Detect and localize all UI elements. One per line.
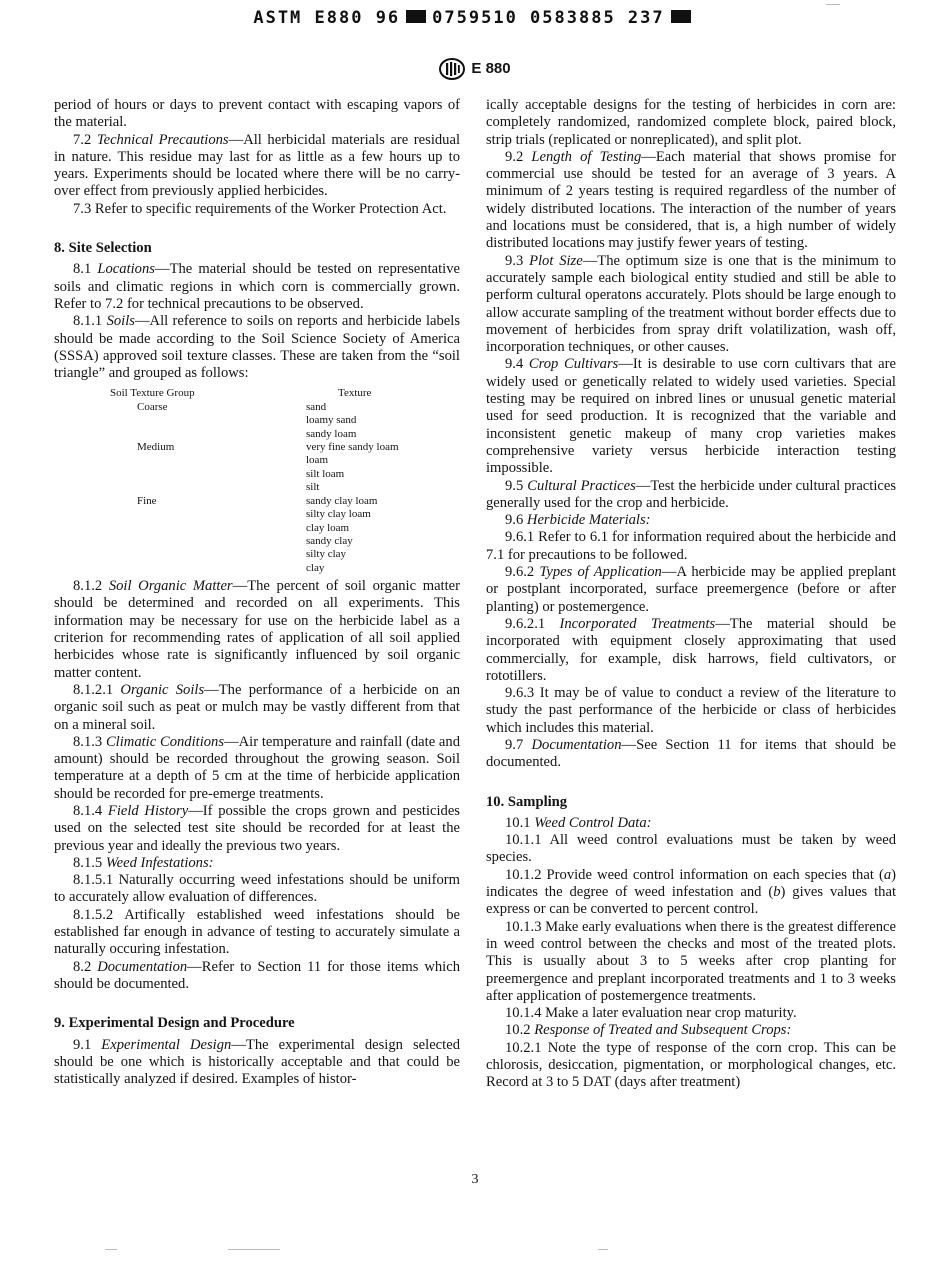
- paragraph-10-1-3: 10.1.3 Make early evaluations when there is the greatest difference in weed control between the checks and most of the treated plots. This is usually about 3 to 5 weeks after crop planting for preemergence and preplant incorporated treatments and 1 to 3 weeks after application of postemergence treatments.: [486, 918, 896, 1004]
- table-row: Medium very fine sandy loam loam silt loam silt: [137, 441, 399, 494]
- table-row: Coarse sand loamy sand sandy loam: [137, 400, 357, 440]
- paragraph-8-1-1: 8.1.1 Soils—All reference to soils on reports and herbicide labels should be made according to the Soil Science Society of America (SSSA) approved soil texture classes. These are taken from the “soil triangle” and grouped as follows:: [54, 313, 460, 382]
- paragraph-9-3: 9.3 Plot Size—The optimum size is one that is the minimum to accurately sample each biological entity studied and still be able to perform cultural operatons accurately. Plots should be large enough to allow accurate sampling of the treatment without border effects due to movement of herbicides from spray drift volatilization, wash off, incorporation techniques, or other causes.: [486, 252, 896, 356]
- header-code-right: 0759510 0583885 237: [432, 8, 665, 28]
- table-header-texture: Texture: [338, 387, 372, 400]
- paragraph-10-1: 10.1 Weed Control Data:: [505, 814, 652, 831]
- paragraph-7-2: 7.2 Technical Precautions—All herbicidal materials are residual in nature. This residue may last for as little as a few hours up to years. Experiments should be located where there will be no carry-over effect from previously applied herbicides.: [54, 131, 460, 200]
- scan-artifact: [598, 1249, 608, 1250]
- paragraph-continuation: period of hours or days to prevent contact with escaping vapors of the material.: [54, 97, 460, 131]
- paragraph-8-1-5-2: 8.1.5.2 Artifically established weed infestations should be established far enough in advance of testing to accurately simulate a naturally occuring infestation.: [54, 906, 460, 958]
- paragraph-8-1-5: 8.1.5 Weed Infestations:: [73, 854, 214, 871]
- left-column: [54, 97, 460, 1088]
- astm-logo-icon: [439, 58, 465, 80]
- paragraph-9-1: 9.1 Experimental Design—The experimental design selected should be one which is historically acceptable and that could be statistically analyzed if desired. Examples of histor-: [54, 1036, 460, 1088]
- paragraph-9-1-continuation: ically acceptable designs for the testing of herbicides in corn are: completely randomized, randomized complete block, paired block, strip trials (replicated or nonreplicated), and split plot.: [486, 97, 896, 148]
- paragraph-8-1: 8.1 Locations—The material should be tested on representative soils and climatic regions in which corn is commercially grown. Refer to 7.2 for technical precautions to be observed.: [54, 261, 460, 312]
- paragraph-9-7: 9.7 Documentation—See Section 11 for items that should be documented.: [486, 736, 896, 771]
- paragraph-7-2-title: Technical Precautions: [96, 131, 229, 148]
- paragraph-10-2: 10.2 Response of Treated and Subsequent Crops:: [505, 1022, 792, 1039]
- scan-artifact: [826, 4, 840, 5]
- paragraph-8-1-2: 8.1.2 Soil Organic Matter—The percent of soil organic matter should be determined and recorded on all experiments. This information may be necessary for use on the herbicide label as a criterion for recommending rates of application of all soil applied herbicides whose rate is significantly influenced by soil organic matter content.: [54, 578, 460, 681]
- paragraph-9-6-2: 9.6.2 Types of Application—A herbicide may be applied preplant or postplant incorporated, surface preemergence (before or after planting) or postemergence.: [486, 564, 896, 615]
- paragraph-9-6: 9.6 Herbicide Materials:: [505, 512, 651, 529]
- paragraph-10-1-4: 10.1.4 Make a later evaluation near crop maturity.: [505, 1005, 797, 1022]
- paragraph-10-1-1: 10.1.1 All weed control evaluations must be taken by weed species.: [486, 832, 896, 866]
- paragraph-9-6-2-1: 9.6.2.1 Incorporated Treatments—The material should be incorporated with equipment closely approximating that used commercially, for example, disk harrows, field cultivators, or rototillers.: [486, 615, 897, 684]
- paragraph-7-3: 7.3 Refer to specific requirements of the Worker Protection Act.: [73, 200, 447, 217]
- scan-artifact: [105, 1249, 117, 1250]
- paragraph-9-6-3: 9.6.3 It may be of value to conduct a review of the literature to study the past performance of the herbicide or class of herbicides which includes this material.: [486, 685, 896, 736]
- designation-header: [0, 58, 950, 80]
- paragraph-8-1-4: 8.1.4 Field History—If possible the crops grown and pesticides used on the selected test site should be recorded for at least the previous year and ideally the previous two years.: [54, 803, 460, 854]
- page-number: 3: [471, 1172, 479, 1187]
- paragraph-10-2-1: 10.2.1 Note the type of response of the corn crop. This can be chlorosis, desiccation, pigmentation, or morphological changes, etc. Record at 3 to 5 DAT (days after treatment): [486, 1039, 896, 1091]
- table-header-group: Soil Texture Group: [110, 387, 195, 400]
- paragraph-10-1-2: 10.1.2 Provide weed control information on each species that (a) indicates the degree of weed infestation and (b) gives values that express or can be converted to percent control.: [486, 866, 897, 918]
- paragraph-8-1-5-1: 8.1.5.1 Naturally occurring weed infestations should be uniform to accurately allow evaluation of differences.: [54, 872, 460, 906]
- scan-artifact: [228, 1249, 280, 1250]
- paragraph-9-4: 9.4 Crop Cultivars—It is desirable to use corn cultivars that are widely used or genetically related to widely used varieties. Special testing may be required on inbred lines or unusual genetic material used for seed production. It is recognized that the variable and inconsistent genetic makeup of many crop varieties makes comprehensive variety versus herbicide interaction testing impossible.: [486, 356, 896, 477]
- header-block-mark-2: [671, 10, 691, 23]
- soil-texture-table: [110, 387, 399, 575]
- section-10-heading: 10. Sampling: [486, 793, 568, 810]
- paragraph-8-2: 8.2 Documentation—Refer to Section 11 for those items which should be documented.: [54, 958, 460, 992]
- right-column: [486, 97, 896, 1092]
- header-code-left: ASTM E880 96: [253, 8, 401, 28]
- section-9-heading: 9. Experimental Design and Procedure: [54, 1015, 295, 1032]
- paragraph-9-2: 9.2 Length of Testing—Each material that shows promise for commercial use should be tested for an average of 3 years. A minimum of 2 years testing is required regardless of the number of widely distributed locations. The interaction of the number of years and locations must be considered, that is, a high number of widely distributed locations may justify fewer years of testing.: [486, 148, 896, 252]
- document-header-code: [0, 8, 950, 28]
- header-block-mark: [406, 10, 426, 23]
- paragraph-9-6-1: 9.6.1 Refer to 6.1 for information required about the herbicide and 7.1 for precautions to be followed.: [486, 529, 896, 563]
- paragraph-8-1-3: 8.1.3 Climatic Conditions—Air temperature and rainfall (date and amount) should be recorded throughout the growing season. Soil temperature at a depth of 5 cm at the time of herbicide application should be recorded for pre-emerge treatments.: [54, 733, 460, 802]
- paragraph-9-5: 9.5 Cultural Practices—Test the herbicide under cultural practices generally used for the crop and herbicide.: [486, 477, 897, 511]
- section-8-heading: 8. Site Selection: [54, 240, 152, 257]
- table-row: Fine sandy clay loam silty clay loam clay loam sandy clay silty clay clay: [137, 494, 378, 574]
- designation-text: E 880: [471, 59, 511, 77]
- paragraph-8-1-2-1: 8.1.2.1 Organic Soils—The performance of a herbicide on an organic soil such as peat or mulch may be vastly different from that on a mineral soil.: [54, 681, 460, 733]
